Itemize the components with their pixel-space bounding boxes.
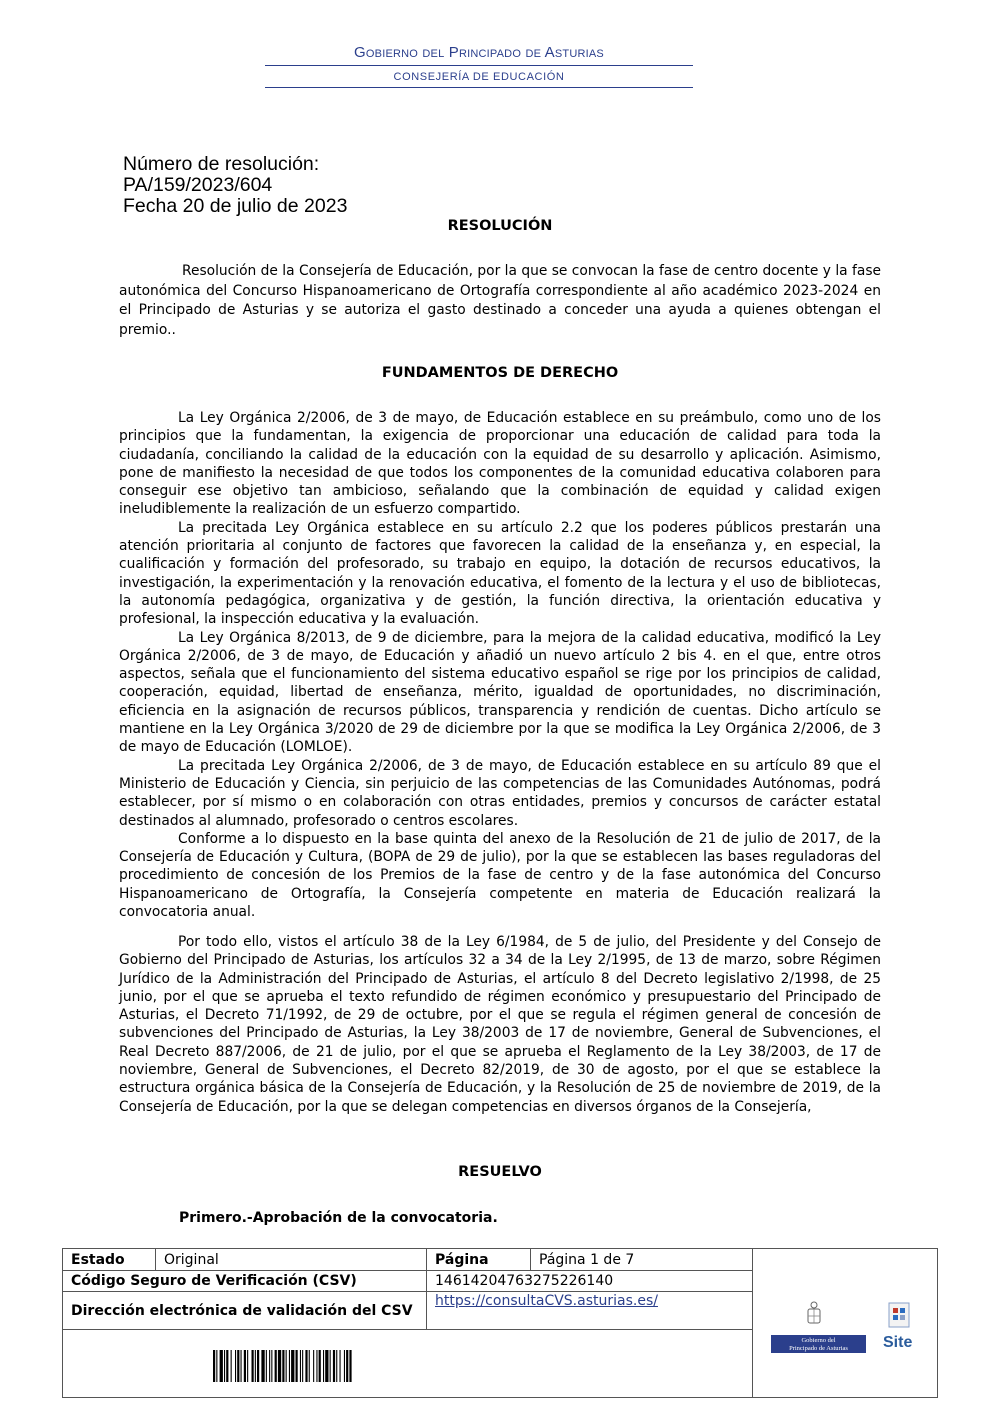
document-title: RESOLUCIÓN bbox=[447, 218, 553, 234]
barcode-bar bbox=[241, 1350, 242, 1382]
header-rule-top bbox=[265, 65, 693, 66]
barcode-bar bbox=[333, 1350, 335, 1382]
barcode-bar bbox=[224, 1350, 225, 1382]
barcode-bar bbox=[226, 1350, 228, 1382]
barcode-bar bbox=[336, 1350, 337, 1382]
fundamento-paragraph: Conforme a lo dispuesto en la base quinta del anexo de la Resolución de 21 de julio de 2017, de la Consejería de Educación y Cultura, (BOPA de 29 de julio), por la que se establecen las bases reguladoras del procedimiento de concesión de los Premios de la fase de centro y de la fase autonómica del Concurso Hispanoamericano de Ortografía, la Consejería competente en materia de Educación realizará la convocatoria anual. bbox=[119, 830, 881, 921]
estado-label: Estado bbox=[63, 1249, 156, 1271]
csv-label: Código Seguro de Verificación (CSV) bbox=[63, 1271, 427, 1292]
barcode-bar bbox=[261, 1350, 264, 1382]
site-logo-icon bbox=[886, 1301, 912, 1331]
url-cell bbox=[427, 1292, 753, 1330]
pagina-value: Página 1 de 7 bbox=[531, 1249, 753, 1271]
barcode-bar bbox=[213, 1350, 215, 1382]
barcode-bar bbox=[302, 1350, 303, 1382]
barcode-bar bbox=[319, 1350, 321, 1382]
barcode-bar bbox=[244, 1350, 246, 1382]
barcode-bar bbox=[296, 1350, 298, 1382]
csv-value: 14614204763275226140 bbox=[427, 1271, 753, 1292]
barcode-bar bbox=[323, 1350, 324, 1382]
barcode-bar bbox=[220, 1350, 223, 1382]
resolution-number-label: Número de resolución: bbox=[123, 153, 320, 175]
estado-value: Original bbox=[156, 1249, 427, 1271]
government-header: Gobierno del Principado de Asturias bbox=[354, 44, 604, 61]
barcode-bar bbox=[313, 1350, 314, 1382]
barcode-bar bbox=[282, 1350, 284, 1382]
barcode-bar bbox=[235, 1350, 236, 1382]
barcode-cell bbox=[63, 1330, 753, 1397]
por-todo-ello-body bbox=[119, 933, 881, 1116]
department-header: CONSEJERÍA DE EDUCACIÓN bbox=[393, 71, 565, 83]
barcode-bar bbox=[344, 1350, 345, 1382]
logo-text-line-2: Principado de Asturias bbox=[789, 1344, 848, 1352]
intro-text: Resolución de la Consejería de Educación, por la que se convocan la fase de centro docente y la fase autonómica del Concurso Hispanoamericano de Ortografía correspondiente al año académico 2023-2024 en el Principado de Asturias y se autoriza el gasto destinado a conceder una ayuda a quienes obtengan el premio.. bbox=[119, 263, 881, 338]
barcode-bar bbox=[252, 1350, 254, 1382]
primero-heading: Primero.-Aprobación de la convocatoria. bbox=[179, 1210, 498, 1226]
fundamento-paragraph: La Ley Orgánica 8/2013, de 9 de diciembre, para la mejora de la calidad educativa, modificó la Ley Orgánica 2/2006, de 3 de mayo, de Educación y añadió un nuevo artículo 2 bis 4. en el que, entre otros aspectos, señala que el funcionamiento del sistema educativo español se rige por los principios de calidad, cooperación, equidad, libertad de enseñanza, mérito, igualdad de oportunidades, no discriminación, eficiencia en la asignación de recursos públicos, transparencia y rendición de cuentas. Dicho artículo se mantiene en la Ley Orgánica 3/2020 de 29 de diciembre por la que se modifica la Ley Orgánica 2/2006, de 3 de mayo de Educación (LOMLOE). bbox=[119, 629, 881, 756]
validation-link[interactable]: https://consultaCVS.asturias.es/ bbox=[435, 1293, 658, 1309]
barcode-bar bbox=[247, 1350, 248, 1382]
barcode-bar bbox=[216, 1350, 217, 1382]
barcode-bar bbox=[289, 1350, 290, 1382]
resolution-meta bbox=[123, 154, 347, 217]
barcode-bar bbox=[286, 1350, 287, 1382]
fundamentos-body bbox=[119, 409, 881, 921]
barcode-bar bbox=[255, 1350, 256, 1382]
barcode-bar bbox=[325, 1350, 328, 1382]
barcode-bar bbox=[330, 1350, 331, 1382]
barcode-bar bbox=[257, 1350, 259, 1382]
resolution-date: Fecha 20 de julio de 2023 bbox=[123, 195, 348, 217]
url-label: Dirección electrónica de validación del CSV bbox=[63, 1292, 427, 1330]
barcode-bar bbox=[275, 1350, 277, 1382]
barcode-bar bbox=[349, 1350, 351, 1382]
fundamento-paragraph: La precitada Ley Orgánica 2/2006, de 3 de mayo, de Educación establece en su artículo 89 que el Ministerio de Educación y Ciencia, sin perjuicio de las competencias de las Comunidades Autónomas, podrá establecer, por sí mismo o en colaboración con otras entidades, premios y concursos de carácter estatal destinados al alumnado, profesorado o centros escolares. bbox=[119, 757, 881, 829]
barcode-bar bbox=[316, 1350, 317, 1382]
barcode-bar bbox=[291, 1350, 294, 1382]
barcode-bar bbox=[340, 1350, 341, 1382]
resolution-number: PA/159/2023/604 bbox=[123, 174, 273, 196]
barcode-bar bbox=[300, 1350, 301, 1382]
por-todo-ello-paragraph: Por todo ello, vistos el artículo 38 de la Ley 6/1984, de 5 de julio, del Presidente y del Consejo de Gobierno del Principado de Asturias, los artículos 32 a 34 de la Ley 2/1995, de 13 de marzo, sobre Régimen Jurídico de la Administración del Principado de Asturias, el artículo 8 del Decreto legislativo 2/1998, de 25 junio, por el que se aprueba el texto refundido de régimen económico y presupuestario del Principado de Asturias, el Decreto 71/1992, de 29 de octubre, por el que se regula el régimen general de concesión de subvenciones del Principado de Asturias, la Ley 38/2003 de 17 de noviembre, General de Subvenciones, el Real Decreto 887/2006, de 21 de julio, por el que se aprueba el Reglamento de la Ley 38/2003, de 17 de noviembre, General de Subvenciones, el Decreto 82/2019, de 30 de agosto, por el que se establece la estructura orgánica básica de la Consejería de Educación, y la Resolución de 25 de noviembre de 2019, de la Consejería de Educación, por la que se delegan competencias en diversos órganos de la Consejería, bbox=[119, 934, 881, 1115]
barcode-bar bbox=[305, 1350, 307, 1382]
barcode-bar bbox=[269, 1350, 270, 1382]
intro-paragraph bbox=[119, 262, 881, 340]
barcode-bar bbox=[309, 1350, 310, 1382]
barcode-bar bbox=[278, 1350, 281, 1382]
fundamento-paragraph: La precitada Ley Orgánica establece en su artículo 2.2 que los poderes públicos prestarán una atención prioritaria al conjunto de factores que favorecen la calidad de la enseñanza y, en especial, la cualificación y formación del profesorado, su trabajo en equipo, la dotación de recursos educativos, la investigación, la experimentación y la renovación educativa, el fomento de la lectura y el uso de bibliotecas, la autonomía pedagógica, organizativa y de gestión, la función directiva, la orientación educativa y profesional, la inspección educativa y la evaluación. bbox=[119, 519, 881, 628]
section-fundamentos-heading: FUNDAMENTOS DE DERECHO bbox=[381, 365, 619, 381]
pagina-label: Página bbox=[427, 1249, 531, 1271]
header-rule-bottom bbox=[265, 87, 693, 88]
site-label: Site bbox=[883, 1334, 913, 1351]
barcode-bar bbox=[271, 1350, 272, 1382]
barcode-image bbox=[213, 1350, 399, 1382]
government-logo bbox=[771, 1335, 866, 1353]
verification-table bbox=[62, 1248, 938, 1398]
barcode-bar bbox=[266, 1350, 267, 1382]
logos-cell bbox=[753, 1249, 939, 1399]
coat-of-arms-icon bbox=[805, 1301, 823, 1327]
logo-text-line-1: Gobierno del bbox=[801, 1337, 836, 1344]
barcode-bar bbox=[231, 1350, 232, 1382]
barcode-bar bbox=[237, 1350, 239, 1382]
barcode-bar bbox=[346, 1350, 348, 1382]
section-resuelvo-heading: RESUELVO bbox=[458, 1164, 542, 1180]
fundamento-paragraph: La Ley Orgánica 2/2006, de 3 de mayo, de Educación establece en su preámbulo, como uno de los principios que la fundamentan, la exigencia de proporcionar una educación de calidad para toda la ciudadanía, conciliando la calidad de la educación con la equidad de su desarrollo y aplicación. Asimismo, pone de manifiesto la necesidad de que todos los componentes de la comunidad educativa colaboren para conseguir ese objetivo tan ambicioso, señalando que la combinación de equidad y calidad exigen ineludiblemente la realización de un esfuerzo compartido. bbox=[119, 410, 881, 518]
